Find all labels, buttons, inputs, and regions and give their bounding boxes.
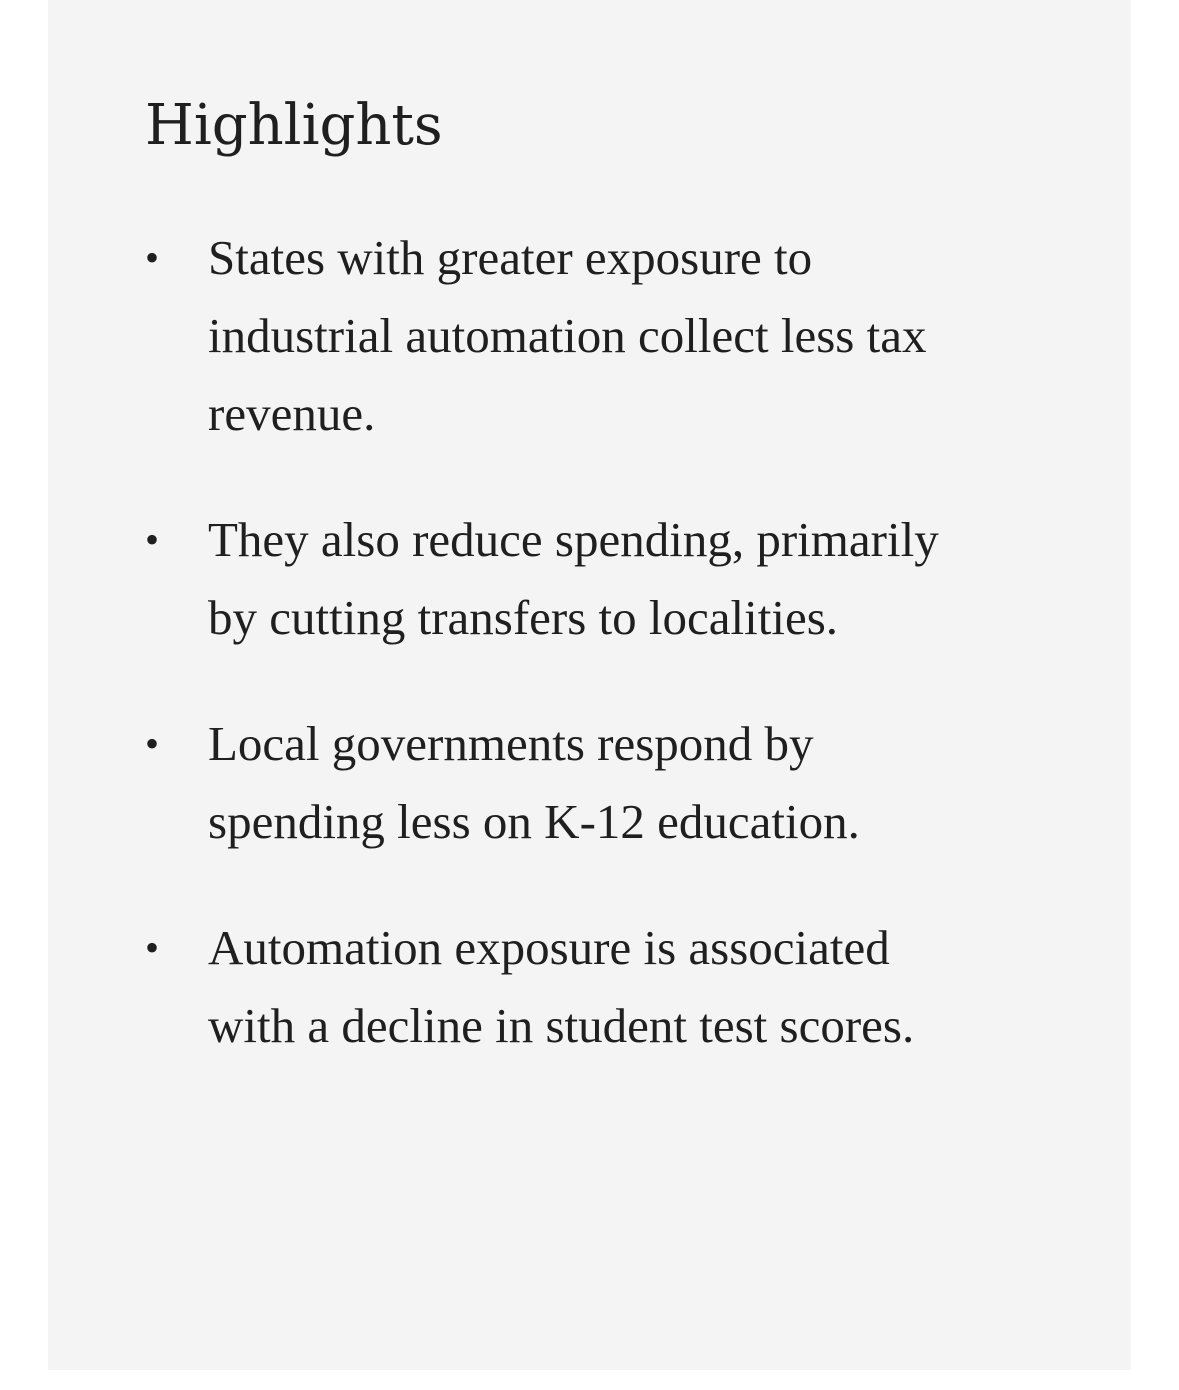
bullet-icon: • <box>145 517 160 562</box>
highlights-panel <box>48 0 1131 1370</box>
bullet-icon: • <box>145 235 160 280</box>
highlight-text: Local governments respond by spending less on K-12 education. <box>208 716 860 849</box>
highlight-item <box>145 501 1005 657</box>
highlights-list <box>145 219 1005 1113</box>
highlight-text: Automation exposure is associated with a decline in student test scores. <box>208 920 915 1053</box>
highlights-title: Highlights <box>145 93 443 158</box>
highlight-item <box>145 705 1005 861</box>
highlight-text: States with greater exposure to industrial automation collect less tax revenue. <box>208 230 927 441</box>
bullet-icon: • <box>145 925 160 970</box>
highlight-item <box>145 219 1005 453</box>
highlight-text: They also reduce spending, primarily by cutting transfers to localities. <box>208 512 939 645</box>
bullet-icon: • <box>145 721 160 766</box>
highlight-item <box>145 909 1005 1065</box>
